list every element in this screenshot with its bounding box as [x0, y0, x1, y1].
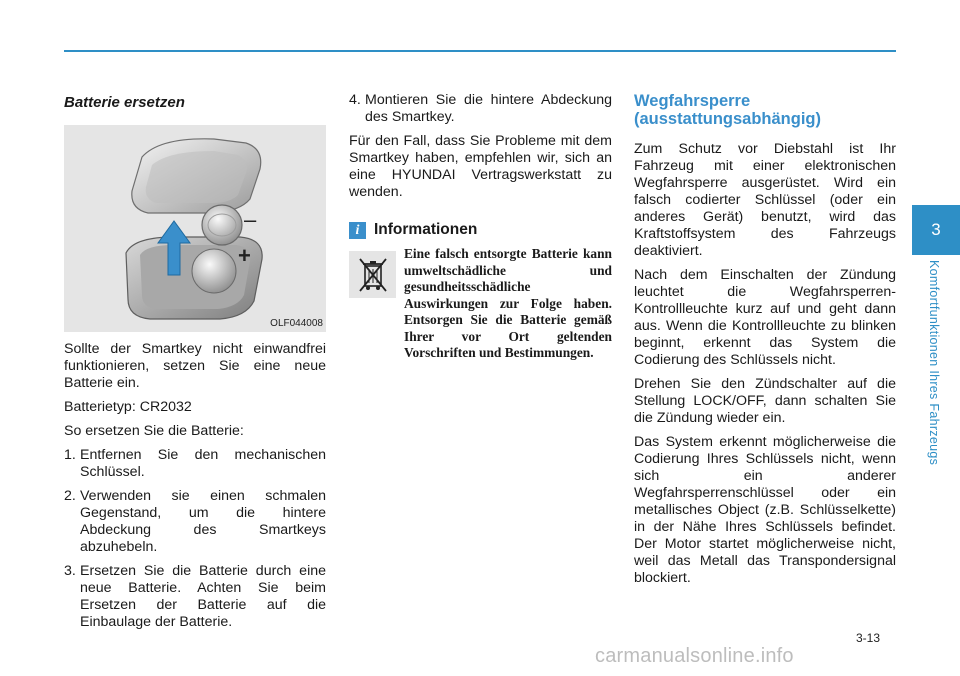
immobilizer-paragraph: Das System erkennt möglicherweise die Codierung Ihres Schlüssels nicht, wenn sich ein anderer Wegfahrsperrenschlüssel oder ein metallisches Object (z.B. Schlüsselkette) in der Nähe Ihres Schlüssels befindet. Der Motor startet möglicherweise nicht, weil das Metall das Transpondersignal blockiert. [634, 434, 896, 586]
info-text: Eine falsch entsorgte Batterie kann umweltschädliche und gesundheitsschädliche Auswirkungen zur Folge haben. Entsorgen Sie die Batterie gemäß Ihrer vor Ort geltenden Vorschriften und Bestimmungen. [404, 246, 612, 360]
battery-type: Batterietyp: CR2032 [64, 399, 192, 415]
smartkey-battery-figure [64, 125, 326, 332]
figure-code: OLF044008 [270, 318, 323, 329]
step-item [64, 447, 326, 481]
plus-sign-label: + [238, 243, 251, 268]
info-icon: i [349, 222, 366, 239]
step-item [64, 563, 326, 631]
crossed-out-wheelie-bin-icon [356, 256, 390, 294]
step-number: 4. [349, 92, 361, 108]
battery-section-title: Batterie ersetzen [64, 94, 185, 111]
section-tab: 3 [912, 205, 960, 255]
immobilizer-title [634, 92, 896, 128]
battery-howto: So ersetzen Sie die Batterie: [64, 423, 244, 439]
smartkey-problem-note: Für den Fall, dass Sie Probleme mit dem Smartkey haben, empfehlen wir, sich an eine HYUNDAI Vertragswerkstatt zu wenden. [349, 133, 612, 200]
watermark: carmanualsonline.info [595, 645, 794, 667]
immobilizer-title-line2: (ausstattungsabhängig) [634, 110, 822, 128]
minus-sign-label: – [244, 207, 257, 232]
step-number: 3. [64, 563, 76, 579]
step-number: 2. [64, 488, 76, 504]
step-text: Ersetzen Sie die Batterie durch eine neue Batterie. Achten Sie beim Ersetzen der Batterie auf die Einbaulage der Batterie. [80, 563, 326, 630]
immobilizer-paragraph: Zum Schutz vor Diebstahl ist Ihr Fahrzeug mit einer elektronischen Wegfahrsperre ausgerüstet. Wird ein falsch codierter Schlüssel (oder ein anderes Gerät) benutzt, wird das Kraftstoffsystem des Fahrzeugs deaktiviert. [634, 141, 896, 259]
disposal-symbol [349, 251, 396, 298]
info-title: Informationen [374, 221, 478, 238]
chapter-title: Komfortfunktionen Ihres Fahrzeugs [927, 260, 941, 466]
battery-intro: Sollte der Smartkey nicht einwandfrei funktionieren, setzen Sie eine neue Batterie ein. [64, 341, 326, 391]
step-number: 1. [64, 447, 76, 463]
immobilizer-paragraph: Nach dem Einschalten der Zündung leuchtet die Wegfahrsperren-Kontrollleuchte kurz auf und geht dann aus. Wenn die Kontrollleuchte zu blinken beginnt, erkennt das System die Codierung des Schlüssels nicht. [634, 267, 896, 368]
step-text: Entfernen Sie den mechanischen Schlüssel. [80, 447, 326, 480]
column-right [634, 92, 896, 594]
step-item [64, 488, 326, 556]
info-header [349, 221, 612, 239]
header-rule [64, 50, 896, 52]
page-number: 3-13 [856, 631, 881, 645]
step-text: Verwenden sie einen schmalen Gegenstand, um die hintere Abdeckung des Smartkeys abzuhebeln. [80, 488, 326, 555]
immobilizer-paragraph: Drehen Sie den Zündschalter auf die Stellung LOCK/OFF, dann schalten Sie die Zündung wieder ein. [634, 376, 896, 426]
step-item [349, 92, 612, 126]
smartkey-battery-illustration [64, 125, 326, 332]
step-text: Montieren Sie die hintere Abdeckung des Smartkey. [365, 92, 612, 125]
column-middle [349, 92, 612, 362]
info-box [349, 246, 612, 362]
immobilizer-title-line1: Wegfahrsperre [634, 92, 751, 110]
column-left [64, 92, 326, 638]
